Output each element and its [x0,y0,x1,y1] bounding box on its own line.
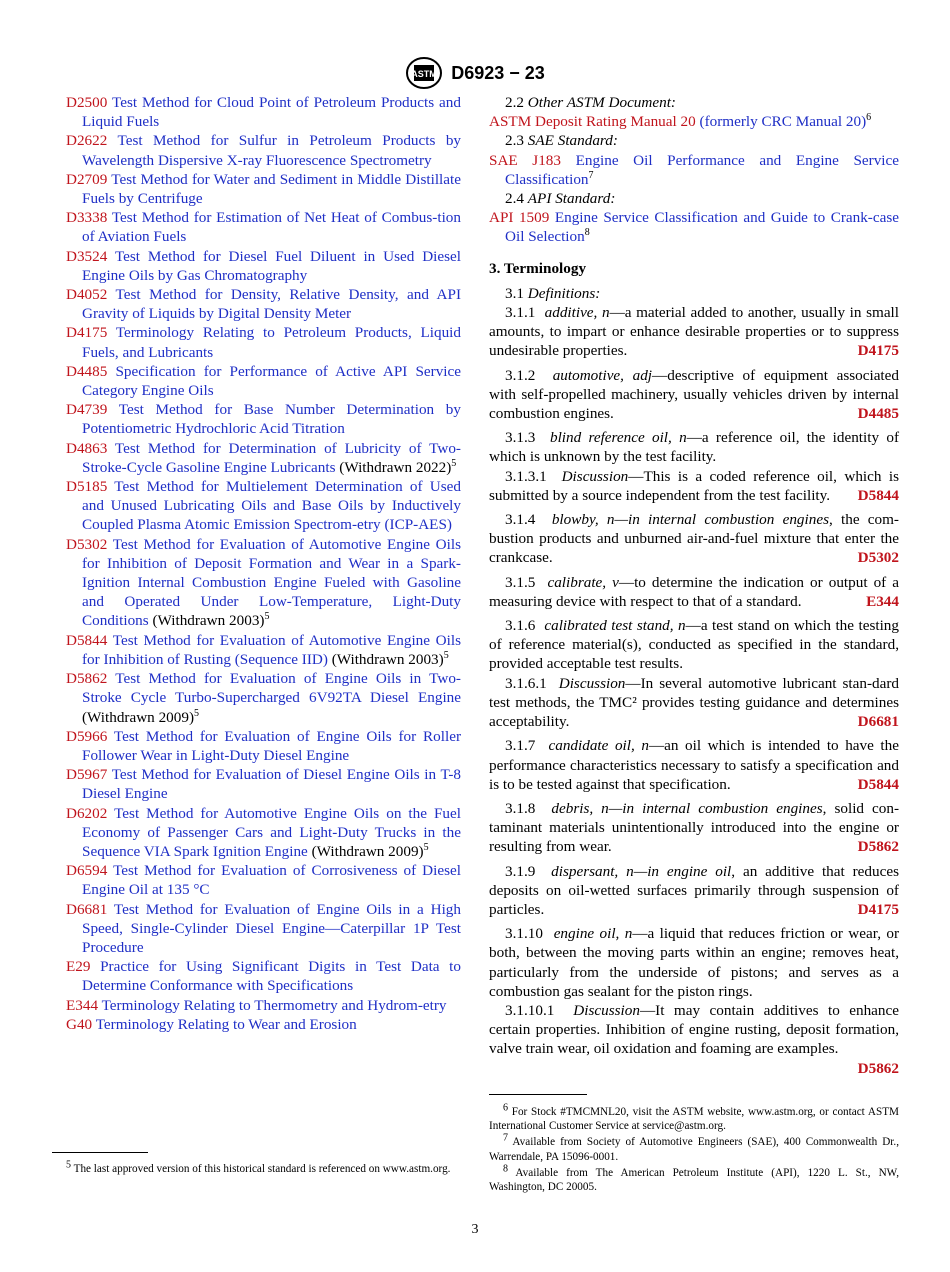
definition-source-ref[interactable]: D5844 [857,486,899,504]
definition-term: calibrate, v [547,573,619,591]
referenced-documents-list [66,93,461,1034]
ref-title[interactable]: (formerly CRC Manual 20) [699,113,867,131]
ref-code[interactable]: D4052 [66,286,108,304]
section-title: Definitions: [527,284,601,302]
ref-item-d3524[interactable] [66,247,461,285]
ref-title[interactable]: Test Method for Evaluation of Engine Oils in Two-Stroke Cycle Turbo-Supercharged 6V92TA Diesel Engine [82,670,461,707]
section-number: 2.2 [505,94,524,111]
ref-item-d4175[interactable] [66,323,461,361]
ref-api-1509[interactable] [489,208,899,246]
definition-term: dispersant, n—in engine oil [551,862,732,880]
ref-title[interactable]: Test Method for Density, Relative Density, and API Gravity of Liquids by Digital Density Meter [82,286,461,323]
ref-code[interactable]: D5862 [66,670,108,688]
definition-source-ref[interactable]: D4175 [857,900,899,918]
ref-code[interactable]: D5967 [66,766,108,784]
definition-number: 3.1.6.1 [505,674,547,692]
ref-title[interactable]: Terminology Relating to Thermometry and Hydrom-etry [101,996,447,1014]
definition-term: candidate oil, n [548,737,649,755]
right-column [489,93,899,1083]
ref-item-d4739[interactable] [66,400,461,438]
definition-number: 3.1.7 [505,737,536,755]
ref-code[interactable]: G40 [66,1015,93,1033]
definition-text: , solid con-taminant materials unintentionally introduced into the engine or resulting from wear. [489,799,899,856]
footnote-rule-left [52,1152,148,1153]
ref-code[interactable]: D6202 [66,804,108,822]
definition-source-ref[interactable]: D6681 [857,713,899,731]
page-number: 3 [471,1222,479,1237]
definition-number: 3.1.6 [505,617,536,635]
ref-title[interactable]: Test Method for Evaluation of Diesel Engine Oils in T-8 Diesel Engine [82,766,461,803]
footnote-mark: 8 [584,227,590,239]
ref-code[interactable]: D4739 [66,401,108,419]
footnote-8 [489,1163,899,1194]
withdrawn-note: (Withdrawn 2003) [331,650,444,668]
definition-text: —In several automotive lubricant stan-dard test methods, the TMC² provides testing guidance and determines acceptability. [489,674,899,731]
ref-title[interactable]: Practice for Using Significant Digits in Test Data to Determine Conformance with Specifications [82,958,461,995]
ref-code[interactable]: D5844 [66,631,108,649]
definition-source-ref[interactable]: D5862 [857,838,899,856]
ref-item-d5862[interactable] [66,669,461,727]
ref-item-d6594[interactable] [66,861,461,899]
definitions-list [489,303,899,1078]
section-title: SAE Standard: [527,132,618,150]
definition-3-1-4 [489,510,899,568]
definition-text: , an additive that reduces deposits on oil-wetted surfaces primarily through suspension of particles. [489,862,899,918]
ref-title[interactable]: Test Method for Water and Sediment in Middle Distillate Fuels by Centrifuge [82,170,461,208]
definition-term: engine oil, n [553,925,633,943]
definition-source-ref[interactable]: D4485 [857,405,899,423]
ref-title[interactable]: Test Method for Cloud Point of Petroleum Products and Liquid Fuels [82,94,461,131]
ref-item-e344[interactable] [66,996,461,1015]
ref-code[interactable]: D4175 [66,324,108,342]
withdrawn-note: (Withdrawn 2003) [152,612,265,630]
definition-text: —a reference oil, the identity of which is unknown by the test facility. [489,429,899,466]
definition-3-1-5 [489,573,899,611]
ref-code[interactable]: D5185 [66,478,108,496]
withdrawn-note: (Withdrawn 2009) [311,842,424,860]
footnote-6 [489,1102,899,1133]
definition-3-1-8 [489,799,899,857]
ref-title[interactable]: Test Method for Estimation of Net Heat of Combus-tion of Aviation Fuels [82,209,461,246]
ref-title[interactable]: Test Method for Evaluation of Automotive Engine Oils for Inhibition of Deposit Formation and Wear in a Spark-Ignition Internal Combustion Engine Fueled with Gasoline and Operated Under Low-Temperature, Light-Duty Conditions [82,535,461,630]
definition-term: Discussion [558,674,626,692]
ref-title[interactable]: Test Method for Multielement Determination of Used and Unused Lubricating Oils and Base Oils by Inductively Coupled Plasma Atomic Emission Spectrom-etry (ICP-AES) [82,478,461,534]
footnote-mark: 5 [194,707,199,719]
footnote-number: 6 [503,1102,508,1114]
definition-text: —a liquid that reduces friction or wear, or both, between the moving parts within an engine; removes heat, particularly from the underside of pistons; and serves as a combustion gas sealant for the piston rings. [489,925,900,1000]
definition-text: —descriptive of equipment associated with self-propelled machinery, usually vehicles driven by internal combustion engines. [489,366,899,423]
ref-item-d2622[interactable] [66,131,461,169]
ref-item-g40[interactable] [66,1015,461,1034]
definition-text: —an oil which is intended to have the performance characteristics necessary to satisfy a specification and is to be tested against that specification. [489,737,899,793]
ref-code[interactable]: D5302 [66,535,108,553]
ref-title[interactable]: Specification for Performance of Active API Service Category Engine Oils [82,362,461,400]
definition-source-ref[interactable]: D5844 [857,775,899,793]
ref-title[interactable]: Test Method for Evaluation of Automotive Engine Oils for Inhibition of Rusting (Sequence IID) [82,631,461,668]
definition-number: 3.1.5 [505,573,536,591]
definition-number: 3.1.2 [505,366,536,384]
ref-title[interactable]: Test Method for Evaluation of Engine Oils for Roller Follower Wear in Light-Duty Diesel Engine [82,727,461,764]
definition-source-ref[interactable]: D5862 [857,1059,899,1077]
ref-code[interactable]: D2500 [66,94,108,111]
definition-term: calibrated test stand, n [544,617,686,635]
definition-3-1-10-1 [489,1001,899,1078]
ref-title[interactable]: Engine Oil Performance and Engine Service Classification [505,151,900,188]
definition-text: —a material added to another, usually in small amounts, to impart or enhance desirable properties or to suppress undesirable properties. [489,304,900,360]
ref-item-d5185[interactable] [66,477,461,535]
section-title: Other ASTM Document: [527,94,676,111]
footnote-text: The last approved version of this historical standard is referenced on www.astm.org. [73,1163,451,1175]
document-number: D6923 − 23 [451,62,545,83]
ref-title[interactable]: Test Method for Diesel Fuel Diluent in Used Diesel Engine Oils by Gas Chromatography [82,247,461,284]
section-2-4 [489,189,899,208]
ref-item-d6202[interactable] [66,804,461,862]
ref-item-d3338[interactable] [66,208,461,246]
definition-3-1-6-1 [489,674,899,732]
definition-text: , the com-bustion products and unburned air-and-fuel mixture that enter the crankcase. [489,511,899,567]
ref-code[interactable]: D6594 [66,862,108,880]
section-number: 2.3 [505,132,524,150]
ref-item-d4052[interactable] [66,285,461,323]
footnote-rule-right [489,1094,587,1095]
definition-3-1-9 [489,862,899,920]
definition-number: 3.1.8 [505,799,536,817]
section-number: 2.4 [505,190,524,208]
ref-item-e29[interactable] [66,957,461,995]
footnote-7 [489,1132,899,1163]
definition-source-ref[interactable]: E344 [866,592,899,610]
definition-text: —This is a coded reference oil, which is submitted by a source independent from the test facility. [489,467,900,504]
footnote-mark: 5 [264,611,270,623]
ref-title[interactable]: Test Method for Determination of Lubricity of Two-Stroke-Cycle Gasoline Engine Lubricants [82,439,461,476]
terminology-heading: 3. Terminology [489,259,587,277]
ref-code[interactable]: API 1509 [489,209,550,227]
definition-number: 3.1.3.1 [505,467,547,485]
footnote-number: 8 [503,1163,508,1175]
ref-code[interactable]: D3338 [66,209,108,227]
footnote-mark: 5 [443,649,449,661]
ref-item-d6681[interactable] [66,900,461,958]
ref-title[interactable]: Terminology Relating to Wear and Erosion [95,1015,357,1033]
footnote-left [52,1159,461,1178]
ref-title[interactable]: Test Method for Base Number Determination by Potentiometric Hydrochloric Acid Titration [82,401,461,438]
ref-code[interactable]: SAE J183 [489,151,561,169]
footnote-text: Available from Society of Automotive Engineers (SAE), 400 Commonwealth Dr., Warrendale, PA 15096-0001. [489,1136,899,1163]
definition-term: Discussion [561,467,629,485]
definition-3-1-7 [489,736,899,794]
ref-title[interactable]: Test Method for Sulfur in Petroleum Products by Wavelength Dispersive X-ray Fluorescence Spectrometry [82,132,462,169]
ref-item-d5844[interactable] [66,631,461,669]
section-number: 3.1 [505,284,524,302]
definition-text: —a test stand on which the testing of reference material(s), conducted as specified in the standard, provided acceptable test results. [489,617,899,673]
page-header [0,56,950,90]
definition-number: 3.1.10.1 [505,1001,555,1019]
ref-code[interactable]: E29 [66,958,91,976]
footnote-text: Available from The American Petroleum Institute (API), 1220 L. St., NW, Washington, DC 20005. [489,1166,899,1194]
svg-text:ASTM: ASTM [411,69,437,79]
footnotes-right [489,1102,899,1196]
ref-astm-manual-20[interactable] [489,112,899,131]
definition-term: debris, n—in internal combustion engines [551,799,823,817]
ref-title[interactable]: Test Method for Evaluation of Engine Oils in a High Speed, Single-Cylinder Diesel Engine—Caterpillar 1P Test Procedure [82,900,461,956]
ref-item-d5966[interactable] [66,727,461,765]
ref-item-d4485[interactable] [66,362,461,400]
footnote-mark: 7 [588,169,594,181]
definition-3-1-6 [489,616,899,674]
withdrawn-note: (Withdrawn 2022) [339,458,452,476]
definition-number: 3.1.3 [505,429,536,447]
definitions-heading [489,284,899,303]
ref-item-d5967[interactable] [66,765,461,803]
footnote-text: For Stock #TMCMNL20, visit the ASTM website, www.astm.org, or contact ASTM International Customer Service at service@astm.org. [489,1106,899,1133]
ref-code[interactable]: D4485 [66,362,108,380]
ref-item-d4863[interactable] [66,439,461,477]
ref-code[interactable]: D6681 [66,900,108,918]
definition-3-1-1 [489,303,899,361]
definition-text: —to determine the indication or output of a measuring device with respect to that of a standard. [489,573,900,610]
definition-source-ref[interactable]: D4175 [857,342,899,360]
footnote-number: 5 [66,1159,71,1171]
definition-term: Discussion [573,1001,640,1019]
ref-title[interactable]: Test Method for Automotive Engine Oils on the Fuel Economy of Passenger Cars and Light-Duty Trucks in the Sequence VIA Spark Ignition Engine [82,804,461,860]
section-2-2 [489,93,899,112]
ref-item-d2709[interactable] [66,170,461,208]
definition-term: automotive, adj [552,366,653,384]
section-title: API Standard: [527,190,616,208]
definition-number: 3.1.4 [505,511,536,529]
ref-code[interactable]: ASTM Deposit Rating Manual 20 [489,113,696,131]
definition-source-ref[interactable]: D5302 [857,549,899,567]
ref-code[interactable]: D5966 [66,727,108,745]
ref-code[interactable]: D3524 [66,247,108,265]
ref-sae-j183[interactable] [489,151,899,189]
footnote-mark: 5 [423,841,429,853]
definition-3-1-3-1 [489,467,899,505]
definition-number: 3.1.1 [505,304,536,322]
definition-term: additive, n [544,304,610,322]
ref-item-d2500[interactable] [66,93,461,131]
withdrawn-note: (Withdrawn 2009) [82,708,194,726]
ref-title[interactable]: Terminology Relating to Petroleum Products, Liquid Fuels, and Lubricants [82,324,461,361]
definition-3-1-3 [489,428,899,466]
ref-code[interactable]: D4863 [66,439,108,457]
ref-title[interactable]: Engine Service Classification and Guide to Crank-case Oil Selection [505,209,900,246]
ref-code[interactable]: D2622 [66,132,108,150]
definition-3-1-2 [489,366,899,424]
definition-term: blind reference oil, n [549,429,687,447]
footnote-mark: 5 [451,457,457,469]
definition-number: 3.1.10 [505,925,543,943]
section-2-3 [489,131,899,150]
definition-number: 3.1.9 [505,862,536,880]
astm-logo-icon [405,56,443,90]
footnote-mark: 6 [866,112,872,124]
definition-text: —It may contain additives to enhance certain properties. Inhibition of engine rusting, deposit formation, valve train wear, oil oxidation and foaming are examples. [489,1001,899,1058]
ref-code[interactable]: D2709 [66,170,108,188]
ref-code[interactable]: E344 [66,996,99,1014]
ref-item-d5302[interactable] [66,535,461,631]
footnote-number: 7 [503,1132,508,1144]
ref-title[interactable]: Test Method for Evaluation of Corrosiveness of Diesel Engine Oil at 135 °C [82,862,461,899]
definition-term: blowby, n—in internal combustion engines [551,511,829,529]
definition-3-1-10 [489,924,899,1001]
